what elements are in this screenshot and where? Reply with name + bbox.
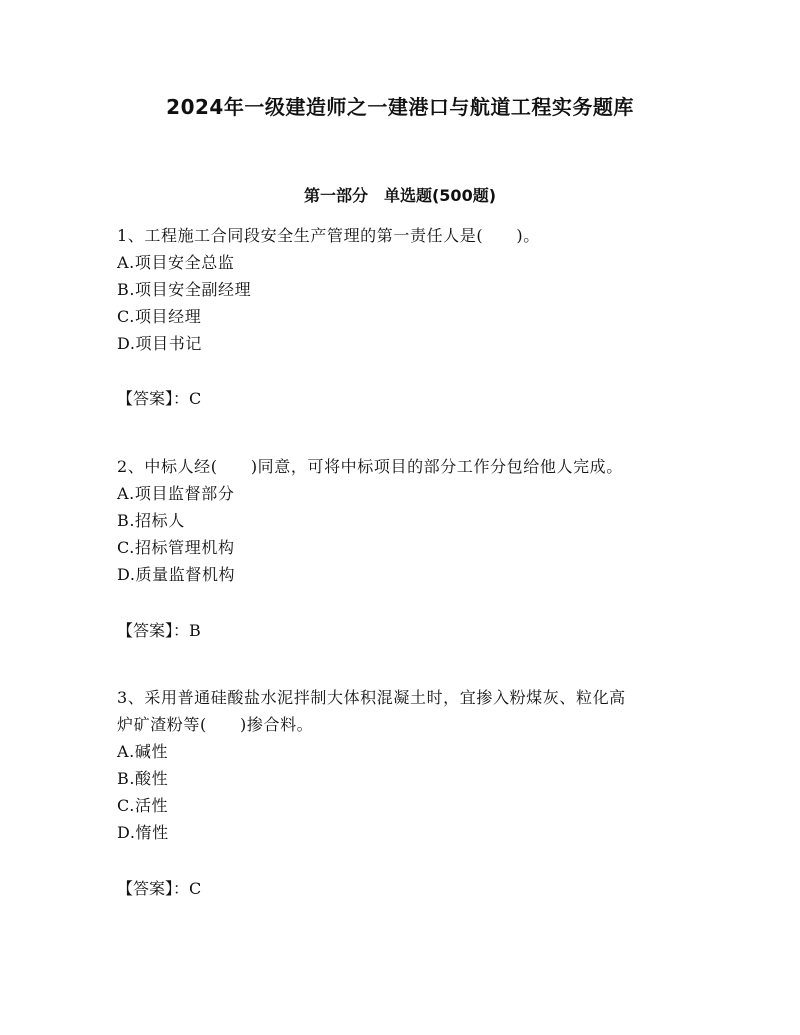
question-1-option-d: D.项目书记 [117, 334, 202, 353]
question-1-option-c: C.项目经理 [117, 307, 202, 326]
document-title: 2024年一级建造师之一建港口与航道工程实务题库 [166, 95, 634, 119]
question-2-stem: 2、中标人经( )同意，可将中标项目的部分工作分包给他人完成。 [117, 457, 623, 476]
question-3-option-d: D.惰性 [117, 823, 169, 842]
question-1-option-a: A.项目安全总监 [117, 253, 235, 272]
question-2-option-b: B.招标人 [117, 511, 185, 530]
section-title: 第一部分 单选题(500题) [303, 186, 497, 205]
question-3-option-a: A.碱性 [117, 742, 169, 761]
question-3-stem-line-1: 3、采用普通硅酸盐水泥拌制大体积混凝土时，宜掺入粉煤灰、粒化高 [117, 688, 626, 707]
question-1-answer: 【答案】：C [117, 389, 202, 408]
question-3-option-b: B.酸性 [117, 769, 169, 788]
question-2-option-a: A.项目监督部分 [117, 484, 235, 503]
question-2-answer: 【答案】：B [117, 621, 201, 640]
question-1-option-b: B.项目安全副经理 [117, 280, 252, 299]
question-3-answer: 【答案】：C [117, 879, 202, 898]
question-2-option-d: D.质量监督机构 [117, 565, 236, 584]
question-3-stem-line-2: 炉矿渣粉等( )掺合料。 [117, 715, 314, 734]
question-1-stem: 1、工程施工合同段安全生产管理的第一责任人是( )。 [117, 226, 540, 245]
question-2-option-c: C.招标管理机构 [117, 538, 235, 557]
question-3-option-c: C.活性 [117, 796, 169, 815]
